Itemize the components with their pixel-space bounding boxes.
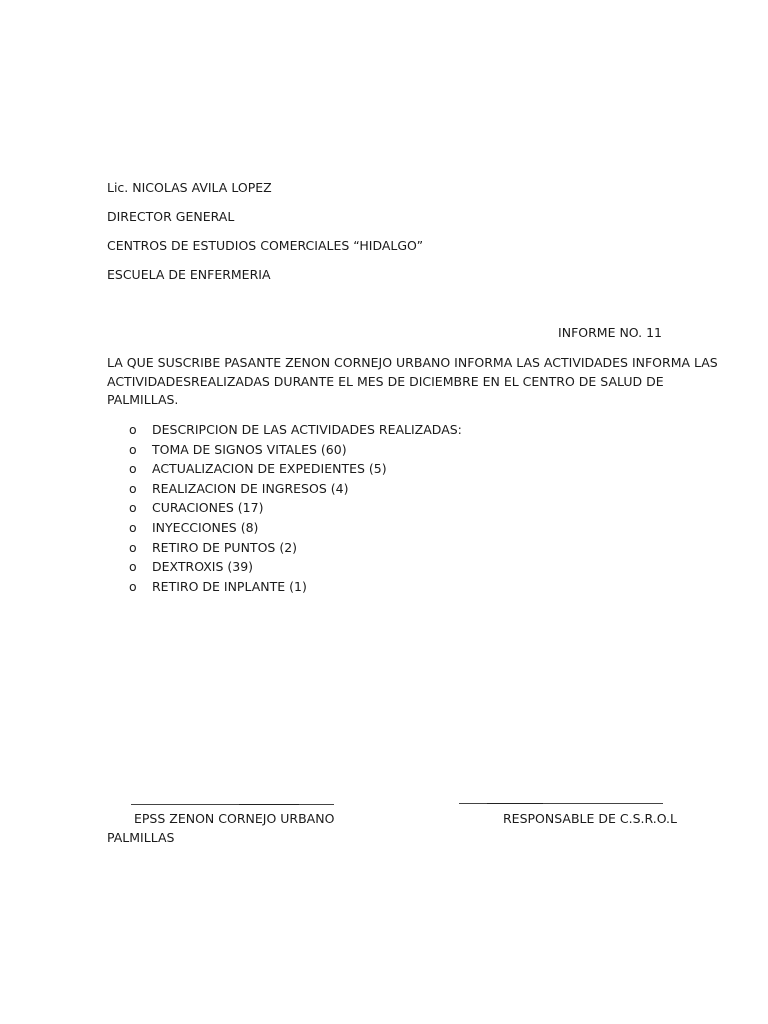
bullet-icon: o <box>129 480 137 496</box>
report-number: INFORME NO. 11 <box>558 325 662 340</box>
activity-text: CURACIONES (17) <box>152 500 264 516</box>
intro-line: ACTIVIDADESREALIZADAS DURANTE EL MES DE DICIEMBRE EN EL CENTRO DE SALUD DE <box>107 373 664 389</box>
bullet-icon: o <box>129 519 137 535</box>
addressee-institution: CENTROS DE ESTUDIOS COMERCIALES “HIDALGO” <box>107 238 424 253</box>
bullet-icon: o <box>129 578 137 594</box>
addressee-school: ESCUELA DE ENFERMERIA <box>107 267 271 282</box>
signature-line-left <box>131 804 334 805</box>
intro-line: LA QUE SUSCRIBE PASANTE ZENON CORNEJO URBANO INFORMA LAS ACTIVIDADES INFORMA LAS <box>107 355 718 370</box>
bullet-icon: o <box>129 441 137 457</box>
bullet-icon: o <box>129 559 137 575</box>
activity-text: ACTUALIZACION DE EXPEDIENTES (5) <box>152 461 387 477</box>
activity-text: DEXTROXIS (39) <box>152 559 254 575</box>
signature-name-left: EPSS ZENON CORNEJO URBANO <box>134 811 335 826</box>
addressee-position: DIRECTOR GENERAL <box>107 209 235 224</box>
addressee-name: Lic. NICOLAS AVILA LOPEZ <box>107 180 272 195</box>
bullet-icon: o <box>129 500 137 516</box>
signature-location: PALMILLAS <box>107 830 175 845</box>
signature-name-right: RESPONSABLE DE C.S.R.O.L <box>503 811 677 826</box>
intro-line: PALMILLAS. <box>107 392 179 407</box>
activity-text: DESCRIPCION DE LAS ACTIVIDADES REALIZADAS: <box>152 422 462 437</box>
activity-text: INYECCIONES (8) <box>152 519 259 535</box>
intro-paragraph <box>107 354 718 410</box>
activity-text: RETIRO DE PUNTOS (2) <box>152 539 298 555</box>
activity-text: REALIZACION DE INGRESOS (4) <box>152 480 349 496</box>
bullet-icon: o <box>129 422 137 437</box>
activity-text: RETIRO DE INPLANTE (1) <box>152 578 307 594</box>
signature-line-right <box>459 803 663 804</box>
bullet-icon: o <box>129 539 137 555</box>
activity-text: TOMA DE SIGNOS VITALES (60) <box>152 441 347 457</box>
bullet-icon: o <box>129 461 137 477</box>
